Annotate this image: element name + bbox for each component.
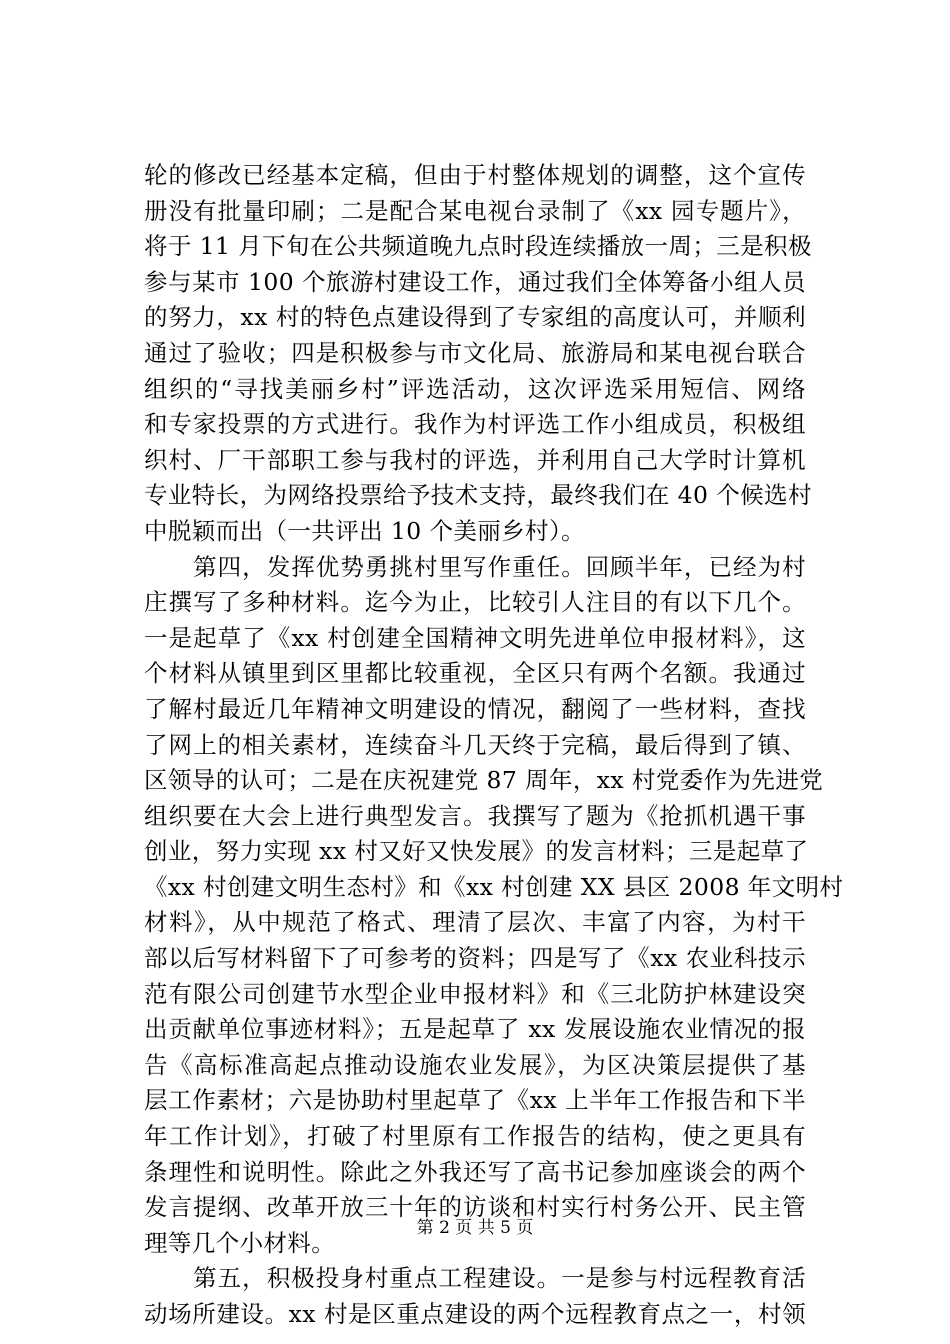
page-number-footer: 第 2 页 共 5 页 bbox=[416, 1218, 534, 1238]
text-line: 织村、厂干部职工参与我村的评选，并利用自己大学时计算机 bbox=[144, 445, 806, 474]
text-line: 的努力，xx 村的特色点建设得到了专家组的高度认可，并顺利 bbox=[144, 303, 806, 332]
text-line: 第四，发挥优势勇挑村里写作重任。回顾半年，已经为村 bbox=[144, 552, 806, 581]
text-line: 部以后写材料留下了可参考的资料；四是写了《xx 农业科技示 bbox=[144, 944, 806, 973]
text-line: 通过了验收；四是积极参与市文化局、旅游局和某电视台联合 bbox=[144, 338, 806, 367]
text-line: 区领导的认可；二是在庆祝建党 87 周年，xx 村党委作为先进党 bbox=[144, 766, 824, 795]
text-line: 将于 11 月下旬在公共频道晚九点时段连续播放一周；三是积极 bbox=[144, 232, 812, 261]
text-line: 第五，积极投身村重点工程建设。一是参与村远程教育活 bbox=[144, 1264, 806, 1293]
text-line: 了网上的相关素材，连续奋斗几天终于完稿，最后得到了镇、 bbox=[144, 730, 806, 759]
body-text bbox=[144, 158, 844, 1333]
text-line: 发言提纲、改革开放三十年的访谈和村实行村务公开、民主管 bbox=[144, 1193, 806, 1222]
text-line: 中脱颖而出（一共评出 10 个美丽乡村）。 bbox=[144, 516, 585, 545]
text-line: 创业，努力实现 xx 村又好又快发展》的发言材料；三是起草了 bbox=[144, 837, 809, 866]
text-line: 个材料从镇里到区里都比较重视，全区只有两个名额。我通过 bbox=[144, 659, 806, 688]
text-line: 理等几个小材料。 bbox=[144, 1228, 336, 1257]
text-line: 材料》，从中规范了格式、理清了层次、丰富了内容，为村干 bbox=[144, 908, 806, 937]
text-line: 庄撰写了多种材料。迄今为止，比较引人注目的有以下几个。 bbox=[144, 588, 806, 617]
text-line: 告《高标准高起点推动设施农业发展》，为区决策层提供了基 bbox=[144, 1050, 806, 1079]
text-line: 一是起草了《xx 村创建全国精神文明先进单位申报材料》，这 bbox=[144, 623, 806, 652]
text-line: 组织要在大会上进行典型发言。我撰写了题为《抢抓机遇干事 bbox=[144, 801, 806, 830]
text-line: 和专家投票的方式进行。我作为村评选工作小组成员，积极组 bbox=[144, 410, 806, 439]
text-line: 参与某市 100 个旅游村建设工作，通过我们全体筹备小组人员 bbox=[144, 267, 806, 296]
text-line: 《xx 村创建文明生态村》和《xx 村创建 XX 县区 2008 年文明村 bbox=[144, 872, 844, 901]
text-line: 专业特长，为网络投票给予技术支持，最终我们在 40 个候选村 bbox=[144, 481, 812, 510]
text-line: 动场所建设。xx 村是区重点建设的两个远程教育点之一，村领 bbox=[144, 1300, 806, 1328]
text-line: 了解村最近几年精神文明建设的情况，翻阅了一些材料，查找 bbox=[144, 694, 806, 723]
text-line: 范有限公司创建节水型企业申报材料》和《三北防护林建设突 bbox=[144, 979, 806, 1008]
text-line: 组织的“寻找美丽乡村”评选活动，这次评选采用短信、网络 bbox=[144, 374, 806, 403]
text-line: 册没有批量印刷；二是配合某电视台录制了《xx 园专题片》， bbox=[144, 196, 806, 225]
text-line: 条理性和说明性。除此之外我还写了高书记参加座谈会的两个 bbox=[144, 1157, 806, 1186]
text-line: 层工作素材；六是协助村里起草了《xx 上半年工作报告和下半 bbox=[144, 1086, 806, 1115]
text-line: 年工作计划》，打破了村里原有工作报告的结构，使之更具有 bbox=[144, 1122, 806, 1151]
text-line: 出贡献单位事迹材料》；五是起草了 xx 发展设施农业情况的报 bbox=[144, 1015, 806, 1044]
text-line: 轮的修改已经基本定稿，但由于村整体规划的调整，这个宣传 bbox=[144, 161, 806, 189]
